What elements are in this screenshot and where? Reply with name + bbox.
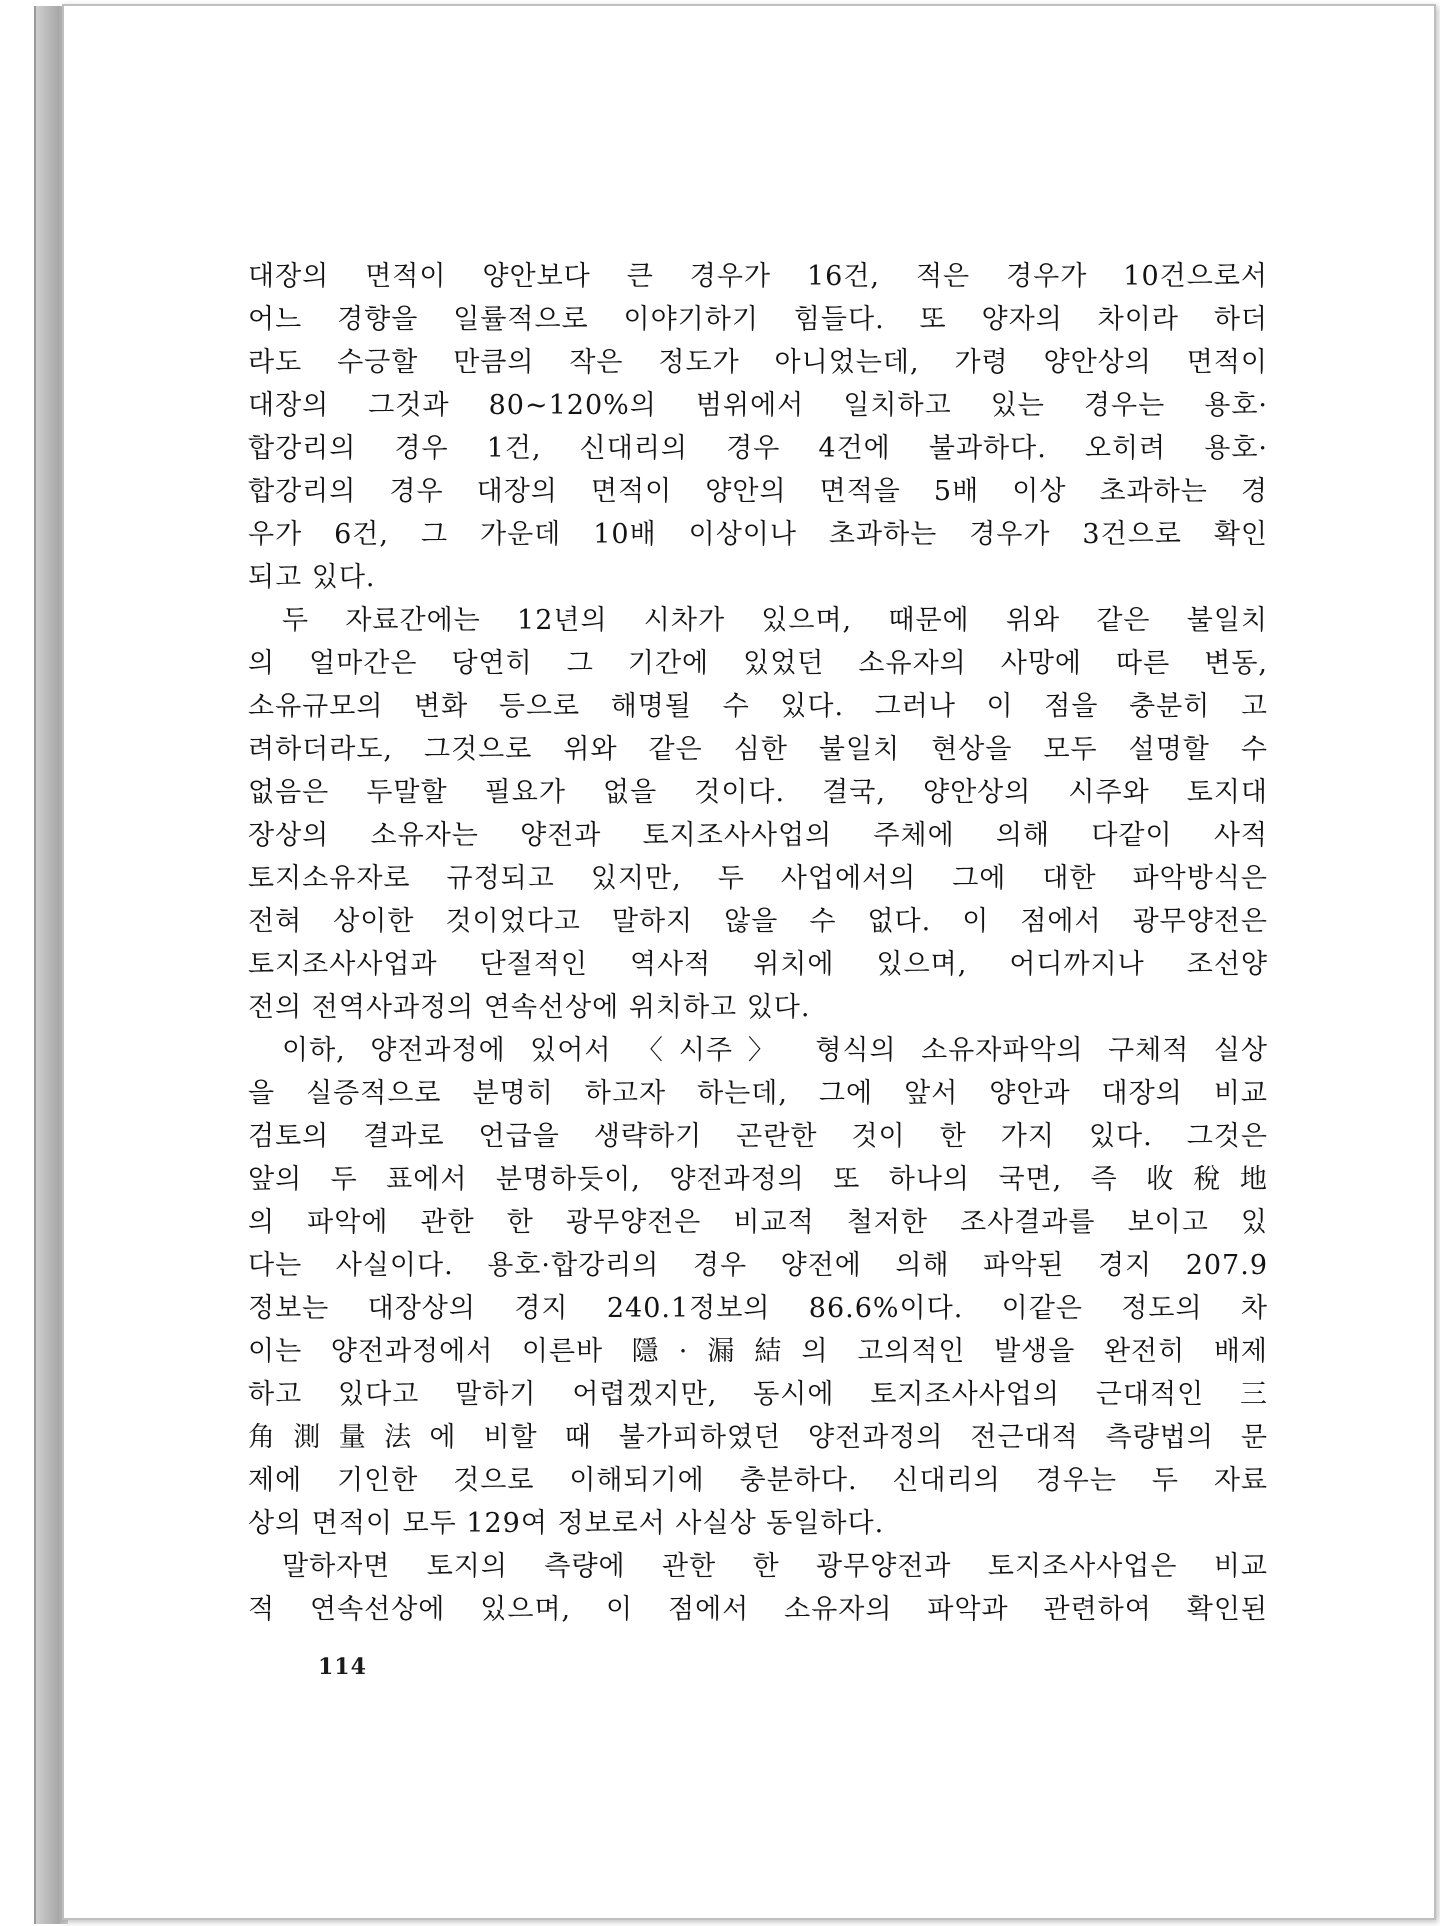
text-line: 상의 면적이 모두 129여 정보로서 사실상 동일하다. <box>248 1508 885 1539</box>
text-line: 토지조사사업과 단절적인 역사적 위치에 있으며, 어디까지나 조선양 <box>248 949 1268 980</box>
text-line: 되고 있다. <box>248 562 376 593</box>
text-line: 대장의 그것과 80~120%의 범위에서 일치하고 있는 경우는 용호· <box>248 390 1268 421</box>
paragraph-start-line: 두 자료간에는 12년의 시차가 있으며, 때문에 위와 같은 불일치 <box>282 605 1268 636</box>
text-line: 을 실증적으로 분명히 하고자 하는데, 그에 앞서 양안과 대장의 비교 <box>248 1078 1268 1109</box>
body-text <box>248 255 1268 1631</box>
text-line: 없음은 두말할 필요가 없을 것이다. 결국, 양안상의 시주와 토지대 <box>248 777 1268 808</box>
text-line: 려하더라도, 그것으로 위와 같은 심한 불일치 현상을 모두 설명할 수 <box>248 734 1268 765</box>
text-line: 어느 경향을 일률적으로 이야기하기 힘들다. 또 양자의 차이라 하더 <box>248 304 1268 335</box>
text-line: 정보는 대장상의 경지 240.1정보의 86.6%이다. 이같은 정도의 차 <box>248 1293 1268 1324</box>
text-line: 하고 있다고 말하기 어렵겠지만, 동시에 토지조사사업의 근대적인 三 <box>248 1379 1268 1410</box>
text-line: 합강리의 경우 1건, 신대리의 경우 4건에 불과하다. 오히려 용호· <box>248 433 1268 464</box>
text-line: 우가 6건, 그 가운데 10배 이상이나 초과하는 경우가 3건으로 확인 <box>248 519 1268 550</box>
text-line: 토지소유자로 규정되고 있지만, 두 사업에서의 그에 대한 파악방식은 <box>248 863 1268 894</box>
text-line: 대장의 면적이 양안보다 큰 경우가 16건, 적은 경우가 10건으로서 <box>248 261 1268 292</box>
text-line: 라도 수긍할 만큼의 작은 정도가 아니었는데, 가령 양안상의 면적이 <box>248 347 1268 378</box>
paragraph-start-line: 말하자면 토지의 측량에 관한 한 광무양전과 토지조사사업은 비교 <box>282 1551 1268 1582</box>
paragraph-start-line: 이하, 양전과정에 있어서 〈시주〉 형식의 소유자파악의 구체적 실상 <box>282 1035 1268 1066</box>
text-line: 검토의 결과로 언급을 생략하기 곤란한 것이 한 가지 있다. 그것은 <box>248 1121 1268 1152</box>
text-line: 장상의 소유자는 양전과 토지조사사업의 주체에 의해 다같이 사적 <box>248 820 1268 851</box>
text-line: 전의 전역사과정의 연속선상에 위치하고 있다. <box>248 992 811 1023</box>
text-line: 의 얼마간은 당연히 그 기간에 있었던 소유자의 사망에 따른 변동, <box>248 648 1268 679</box>
page-number: 114 <box>318 1654 367 1680</box>
text-line: 다는 사실이다. 용호·합강리의 경우 양전에 의해 파악된 경지 207.9 <box>248 1250 1268 1281</box>
text-line: 이는 양전과정에서 이른바 隱·漏結의 고의적인 발생을 완전히 배제 <box>248 1336 1268 1367</box>
text-line: 적 연속선상에 있으며, 이 점에서 소유자의 파악과 관련하여 확인된 <box>248 1594 1268 1625</box>
text-line: 의 파악에 관한 한 광무양전은 비교적 철저한 조사결과를 보이고 있 <box>248 1207 1268 1238</box>
text-line: 합강리의 경우 대장의 면적이 양안의 면적을 5배 이상 초과하는 경 <box>248 476 1268 507</box>
text-line: 소유규모의 변화 등으로 해명될 수 있다. 그러나 이 점을 충분히 고 <box>248 691 1268 722</box>
text-line: 앞의 두 표에서 분명하듯이, 양전과정의 또 하나의 국면, 즉 收稅地 <box>248 1164 1268 1195</box>
text-line: 전혀 상이한 것이었다고 말하지 않을 수 없다. 이 점에서 광무양전은 <box>248 906 1268 937</box>
text-line: 제에 기인한 것으로 이해되기에 충분하다. 신대리의 경우는 두 자료 <box>248 1465 1268 1496</box>
text-line: 角測量法에 비할 때 불가피하였던 양전과정의 전근대적 측량법의 문 <box>248 1422 1268 1453</box>
